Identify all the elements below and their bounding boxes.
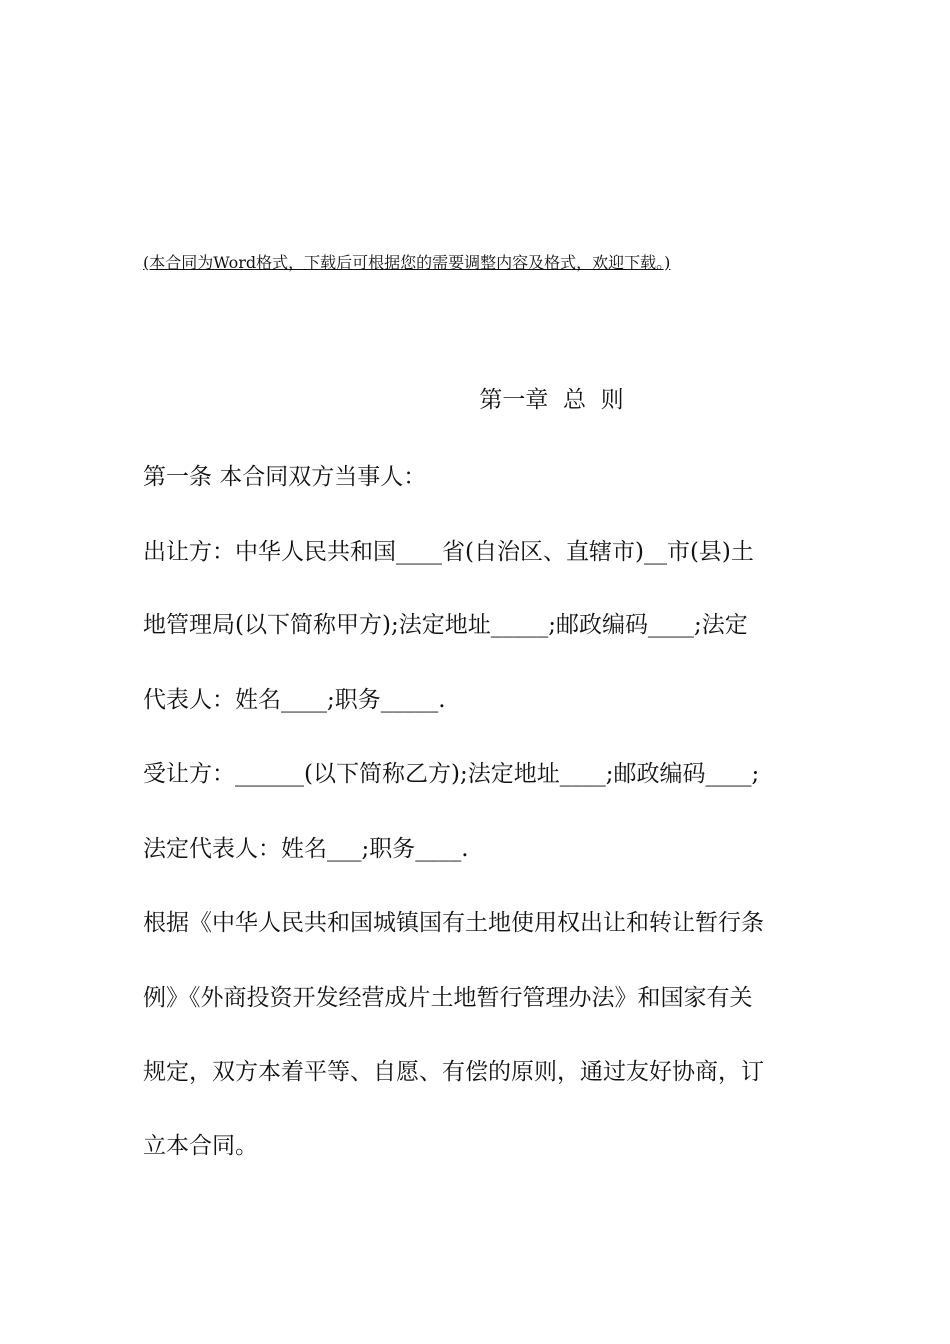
body-line: 受让方：______(以下简称乙方);法定地址____;邮政编码____; [143,761,760,787]
body-line: 地管理局(以下简称甲方);法定地址_____;邮政编码____;法定 [143,612,748,638]
chapter-title: 第一章 总 则 [479,387,624,413]
format-notice: (本合同为Word格式，下载后可根据您的需要调整内容及格式，欢迎下载。) [143,253,671,272]
article-heading: 第一条 本合同双方当事人： [143,464,427,490]
body-line: 法定代表人：姓名___;职务____. [143,836,469,862]
body-line: 例》《外商投资开发经营成片土地暂行管理办法》和国家有关 [143,985,753,1011]
body-line: 出让方：中华人民共和国____省(自治区、直辖市)__市(县)土 [143,539,754,565]
body-line: 规定，双方本着平等、自愿、有偿的原则，通过友好协商，订 [143,1059,764,1085]
body-line: 立本合同。 [143,1133,258,1159]
body-line: 代表人：姓名____;职务_____. [143,687,446,713]
body-line: 根据《中华人民共和国城镇国有土地使用权出让和转让暂行条 [143,910,764,936]
